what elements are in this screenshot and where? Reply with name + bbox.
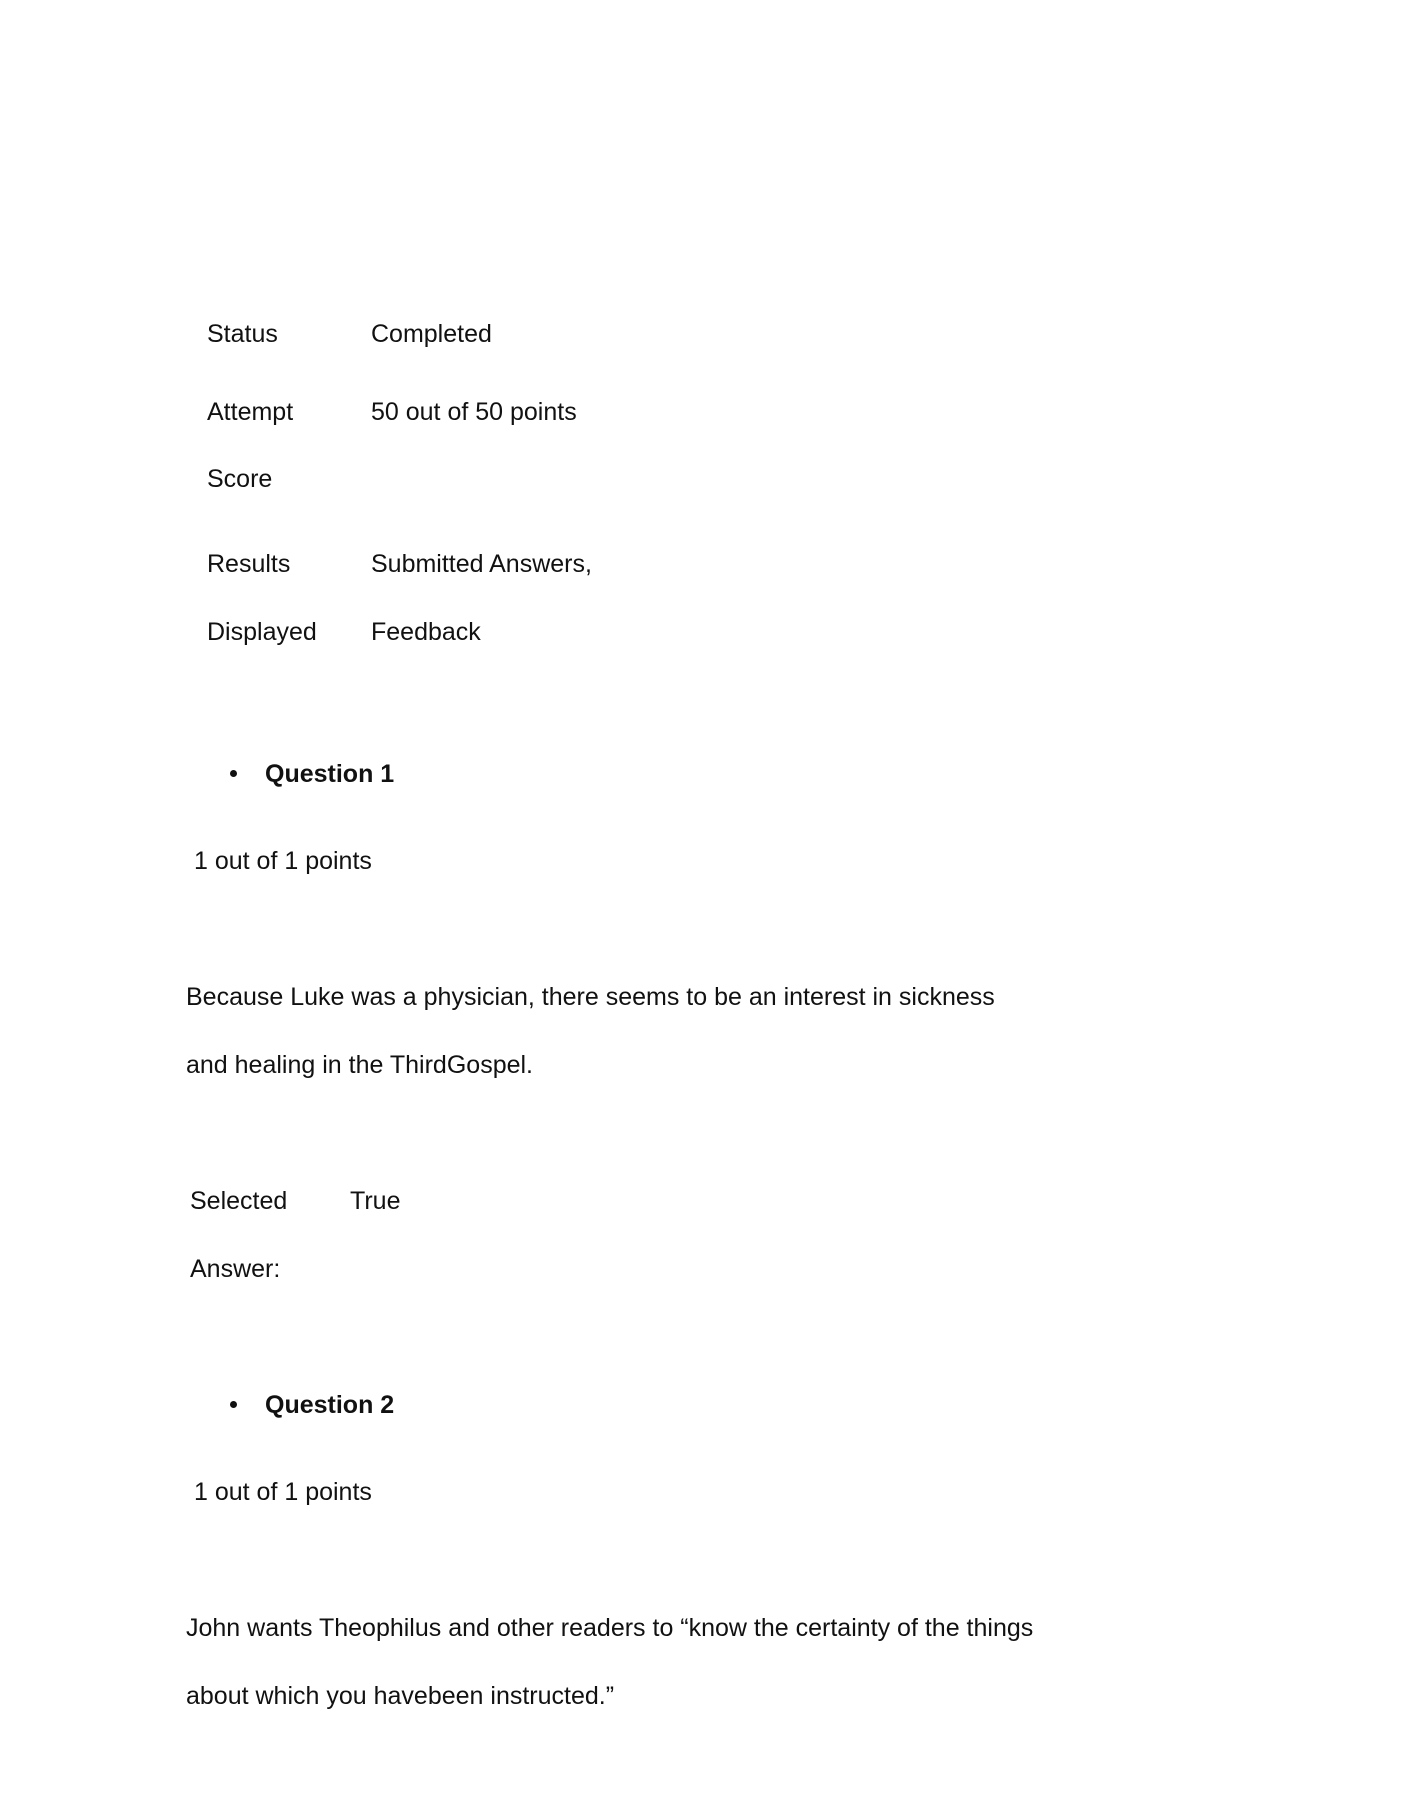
- question-1-text-line2: and healing in the ThirdGospel.: [186, 1051, 533, 1079]
- attempt-score-value: 50 out of 50 points: [371, 398, 577, 426]
- question-2-text-line2: about which you havebeen instructed.”: [186, 1682, 615, 1710]
- results-displayed-label-line2: Displayed: [207, 618, 317, 646]
- results-displayed-label-line1: Results: [207, 550, 291, 578]
- results-displayed-value-line2: Feedback: [371, 618, 481, 646]
- question-1-points: 1 out of 1 points: [194, 847, 372, 875]
- status-label: Status: [207, 320, 278, 348]
- question-2-text-line1: John wants Theophilus and other readers to “know the certainty of the things: [186, 1614, 1034, 1642]
- question-1-bullet: [230, 770, 237, 777]
- question-1-selected-label-line1: Selected: [190, 1187, 288, 1215]
- question-1-text-line1: Because Luke was a physician, there seems to be an interest in sickness: [186, 983, 995, 1011]
- question-2-title: Question 2: [265, 1391, 395, 1419]
- status-value: Completed: [371, 320, 492, 348]
- question-1-selected-value: True: [350, 1187, 401, 1215]
- attempt-score-label-line1: Attempt: [207, 398, 294, 426]
- question-2-points: 1 out of 1 points: [194, 1478, 372, 1506]
- results-displayed-value-line1: Submitted Answers,: [371, 550, 592, 578]
- question-2-bullet: [230, 1401, 237, 1408]
- question-1-title: Question 1: [265, 760, 395, 788]
- attempt-score-label-line2: Score: [207, 465, 273, 493]
- question-1-selected-label-line2: Answer:: [190, 1255, 281, 1283]
